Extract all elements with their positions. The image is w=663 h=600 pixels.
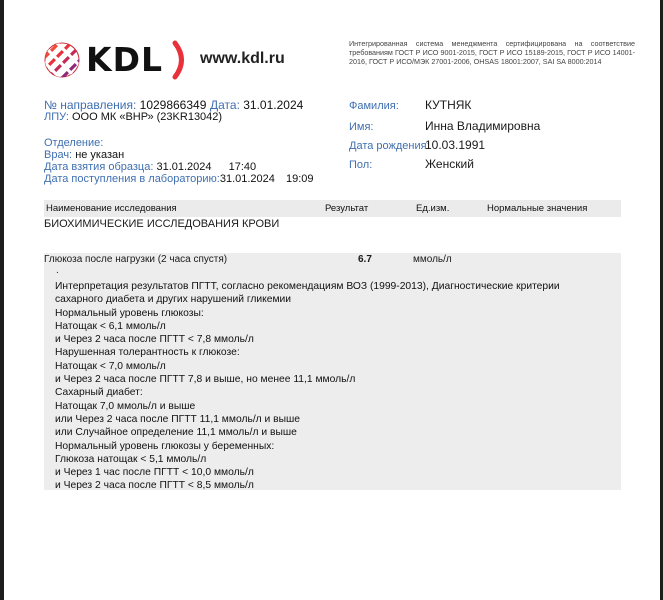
interpretation-text bbox=[55, 280, 615, 493]
sex-value: Женский bbox=[425, 157, 474, 171]
received-time-value: 19:09 bbox=[285, 173, 314, 185]
order-date-row bbox=[210, 98, 303, 112]
interp-line: Сахарный диабет: bbox=[55, 387, 143, 399]
photo-left-edge bbox=[0, 0, 4, 600]
interp-line: сахарного диабета и других нарушений гликемии bbox=[55, 294, 292, 306]
department-label: Отделение: bbox=[44, 137, 104, 149]
order-date-label: Дата: bbox=[210, 98, 240, 112]
doctor-value: не указан bbox=[75, 149, 125, 161]
interp-line: или Через 2 часа после ПГТТ 11,1 ммоль/л и выше bbox=[55, 413, 301, 425]
col-test-name: Наименование исследования bbox=[46, 203, 177, 214]
col-result: Результат bbox=[325, 203, 369, 214]
interp-line: Натощак < 7,0 ммоль/л bbox=[55, 360, 166, 372]
lpu-value: ООО МК «ВНР» (23KR13042) bbox=[72, 111, 223, 123]
interp-line: и Через 2 часа после ПГТТ 7,8 и выше, но менее 11,1 ммоль/л bbox=[55, 374, 356, 386]
received-date-value: 31.01.2024 bbox=[219, 173, 275, 185]
website-link[interactable]: www.kdl.ru bbox=[200, 50, 285, 67]
interp-line: Натощак < 6,1 ммоль/л bbox=[55, 320, 166, 332]
interp-line: Нормальный уровень глюкозы у беременных: bbox=[55, 440, 275, 452]
interp-line: Нарушенная толерантность к глюкозе: bbox=[55, 347, 240, 359]
department-row bbox=[44, 137, 103, 149]
interp-line: и Через 2 часа после ПГТТ < 7,8 ммоль/л bbox=[55, 334, 254, 346]
test-name: Глюкоза после нагрузки (2 часа спустя) bbox=[44, 254, 228, 265]
received-date-label: Дата поступления в лабораторию: bbox=[44, 173, 220, 185]
surname-value: КУТНЯК bbox=[425, 98, 472, 112]
doctor-label: Врач: bbox=[44, 149, 73, 161]
order-date-value: 31.01.2024 bbox=[243, 98, 304, 112]
section-title: БИОХИМИЧЕСКИЕ ИССЛЕДОВАНИЯ КРОВИ bbox=[44, 218, 280, 230]
dob-label: Дата рождения: bbox=[349, 140, 430, 152]
sample-date-value: 31.01.2024 bbox=[156, 161, 212, 173]
surname-label: Фамилия: bbox=[349, 100, 399, 112]
certification-text: Интегрированная система менеджмента сертифицирована на соответствие требованиям ГОСТ Р ИСО 9001-2015, ГОСТ Р ИСО 15189-2015, ГОСТ Р ИСО 14001-2016, ГОСТ Р ИСО/МЭК 27001-2006, OHSAS 18001:2007, SAI SA 8000:2014 bbox=[349, 39, 635, 67]
interp-line: Интерпретация результатов ПГТТ, согласно рекомендациям ВОЗ (1999-2013), Диагностические критерии bbox=[55, 281, 560, 292]
name-label: Имя: bbox=[349, 121, 374, 133]
kdl-brand-text: KDL bbox=[86, 40, 163, 79]
interp-line: и Через 2 часа после ПГТТ < 8,5 ммоль/л bbox=[55, 480, 254, 492]
dob-value: 10.03.1991 bbox=[425, 138, 486, 152]
lpu-label: ЛПУ: bbox=[44, 111, 69, 123]
lpu-row bbox=[44, 111, 222, 123]
name-value: Инна Владимировна bbox=[425, 119, 541, 133]
col-unit: Ед.изм. bbox=[416, 203, 450, 214]
order-number-value: 1029866349 bbox=[139, 98, 207, 112]
sample-date-label: Дата взятия образца: bbox=[44, 161, 154, 173]
sample-date-row bbox=[44, 161, 256, 173]
received-date-row bbox=[44, 173, 313, 185]
test-result: 6.7 bbox=[358, 254, 372, 265]
comment-dot: . bbox=[56, 265, 59, 276]
test-unit: ммоль/л bbox=[413, 254, 452, 265]
logo-bracket-icon bbox=[172, 40, 192, 80]
interp-line: или Случайное определение 11,1 ммоль/л и выше bbox=[55, 427, 297, 439]
interp-line: Нормальный уровень глюкозы: bbox=[55, 307, 204, 319]
order-number-row bbox=[44, 98, 206, 112]
sex-label: Пол: bbox=[349, 159, 373, 171]
kdl-logo-mark-icon bbox=[44, 42, 80, 78]
interp-line: Глюкоза натощак < 5,1 ммоль/л bbox=[55, 453, 207, 465]
sample-time-value: 17:40 bbox=[228, 161, 257, 173]
doctor-row bbox=[44, 149, 124, 161]
col-reference: Нормальные значения bbox=[487, 203, 588, 214]
order-number-label: № направления: bbox=[44, 98, 137, 112]
interp-line: Натощак 7,0 ммоль/л и выше bbox=[55, 400, 196, 412]
interp-line: и Через 1 час после ПГТТ < 10,0 ммоль/л bbox=[55, 467, 254, 479]
